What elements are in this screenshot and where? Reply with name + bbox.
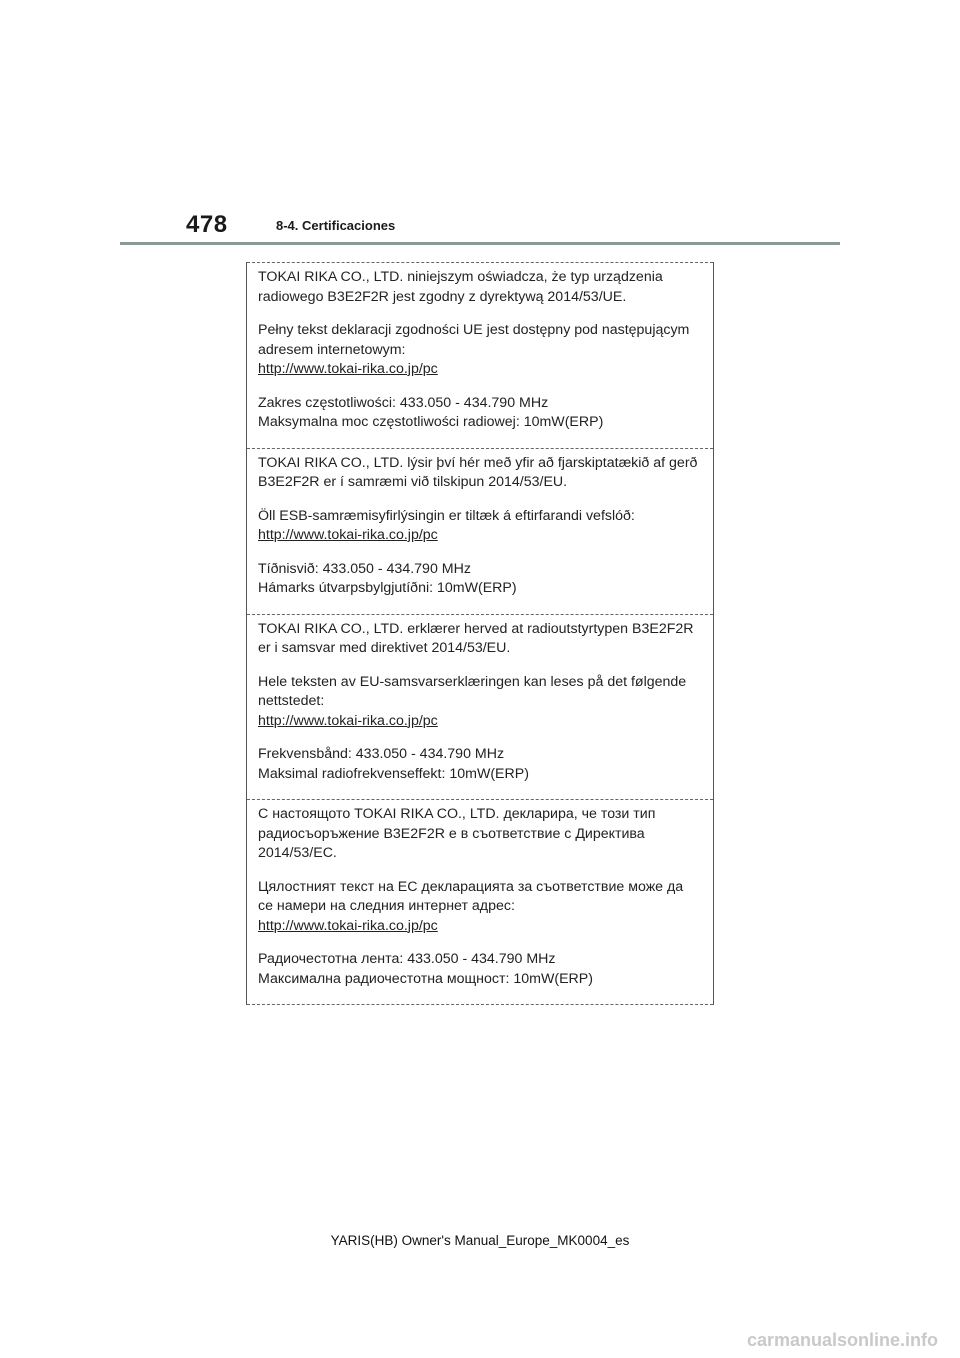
statement-line: er i samsvar med direktivet 2014/53/EU. [258,640,511,656]
declaration-pl [247,262,713,448]
footer-manual-title: YARIS(HB) Owner's Manual_Europe_MK0004_es [330,1233,630,1248]
statement-line: радиосъоръжение B3E2F2R е в съответствие с Директива [258,825,645,842]
declaration-url-link[interactable]: http://www.tokai-rika.co.jp/pc [258,361,438,377]
declaration-url-link[interactable]: http://www.tokai-rika.co.jp/pc [258,527,438,543]
statement-line: TOKAI RIKA CO., LTD. lýsir því hér með yfir að fjarskiptatækið af gerð [258,454,698,471]
statement-line: TOKAI RIKA CO., LTD. niniejszym oświadcza, że typ urządzenia [258,269,663,285]
declaration-statement [258,805,713,864]
watermark: carmanualsonline.info [746,1330,938,1350]
declaration-no [247,614,713,800]
fulltext-line: Öll ESB-samræmisyfirlýsingin er tiltæk á eftirfarandi vefslóð: [258,507,635,524]
frequency-range: Радиочестотна лента: 433.050 - 434.790 MHz [258,951,556,967]
declaration-specs [258,950,713,989]
frequency-range: Frekvensbånd: 433.050 - 434.790 MHz [258,746,505,762]
fulltext-line: Цялостният текст на ЕС декларацията за съответствие може да [258,878,684,895]
max-power: Максимална радиочестотна мощност: 10mW(ERP) [258,970,593,987]
declaration-statement [258,620,713,659]
frequency-range: Zakres częstotliwości: 433.050 - 434.790 MHz [258,394,549,411]
declaration-statement [258,454,713,493]
declaration-fulltext [258,673,713,732]
declaration-fulltext [258,321,713,380]
fulltext-line: Hele teksten av EU-samsvarserklæringen kan leses på det følgende [258,673,687,690]
declaration-fulltext [258,878,713,937]
declaration-specs [258,745,713,784]
page-number: 478 [186,211,228,238]
statement-line: С настоящото TOKAI RIKA CO., LTD. декларира, че този тип [258,806,656,822]
declaration-url-link[interactable]: http://www.tokai-rika.co.jp/pc [258,917,438,934]
max-power: Hámarks útvarpsbylgjutíðni: 10mW(ERP) [258,580,517,596]
statement-line: 2014/53/EC. [258,845,337,861]
fulltext-line: adresem internetowym: [258,341,406,358]
frequency-range: Tíðnisvið: 433.050 - 434.790 MHz [258,560,471,577]
section-title: 8-4. Certificaciones [276,218,396,233]
header-divider [120,242,840,245]
statement-line: radiowego B3E2F2R jest zgodny z dyrektywą 2014/53/UE. [258,288,627,305]
declaration-fulltext [258,507,713,546]
max-power: Maksimal radiofrekvenseffekt: 10mW(ERP) [258,765,529,782]
fulltext-line: Pełny tekst deklaracji zgodności UE jest dostępny pod następującym [258,322,690,338]
fulltext-line: се намери на следния интернет адрес: [258,898,515,914]
declaration-box [246,262,714,1005]
declaration-statement [258,268,713,307]
declaration-specs [258,560,713,599]
declaration-is [247,448,713,614]
statement-line: B3E2F2R er í samræmi við tilskipun 2014/53/EU. [258,474,568,490]
max-power: Maksymalna moc częstotliwości radiowej: 10mW(ERP) [258,414,604,430]
declaration-bg [247,799,713,1005]
statement-line: TOKAI RIKA CO., LTD. erklærer herved at radioutstyrtypen B3E2F2R [258,620,694,637]
fulltext-line: nettstedet: [258,693,325,709]
declaration-url-link[interactable]: http://www.tokai-rika.co.jp/pc [258,712,438,729]
declaration-specs [258,394,713,433]
